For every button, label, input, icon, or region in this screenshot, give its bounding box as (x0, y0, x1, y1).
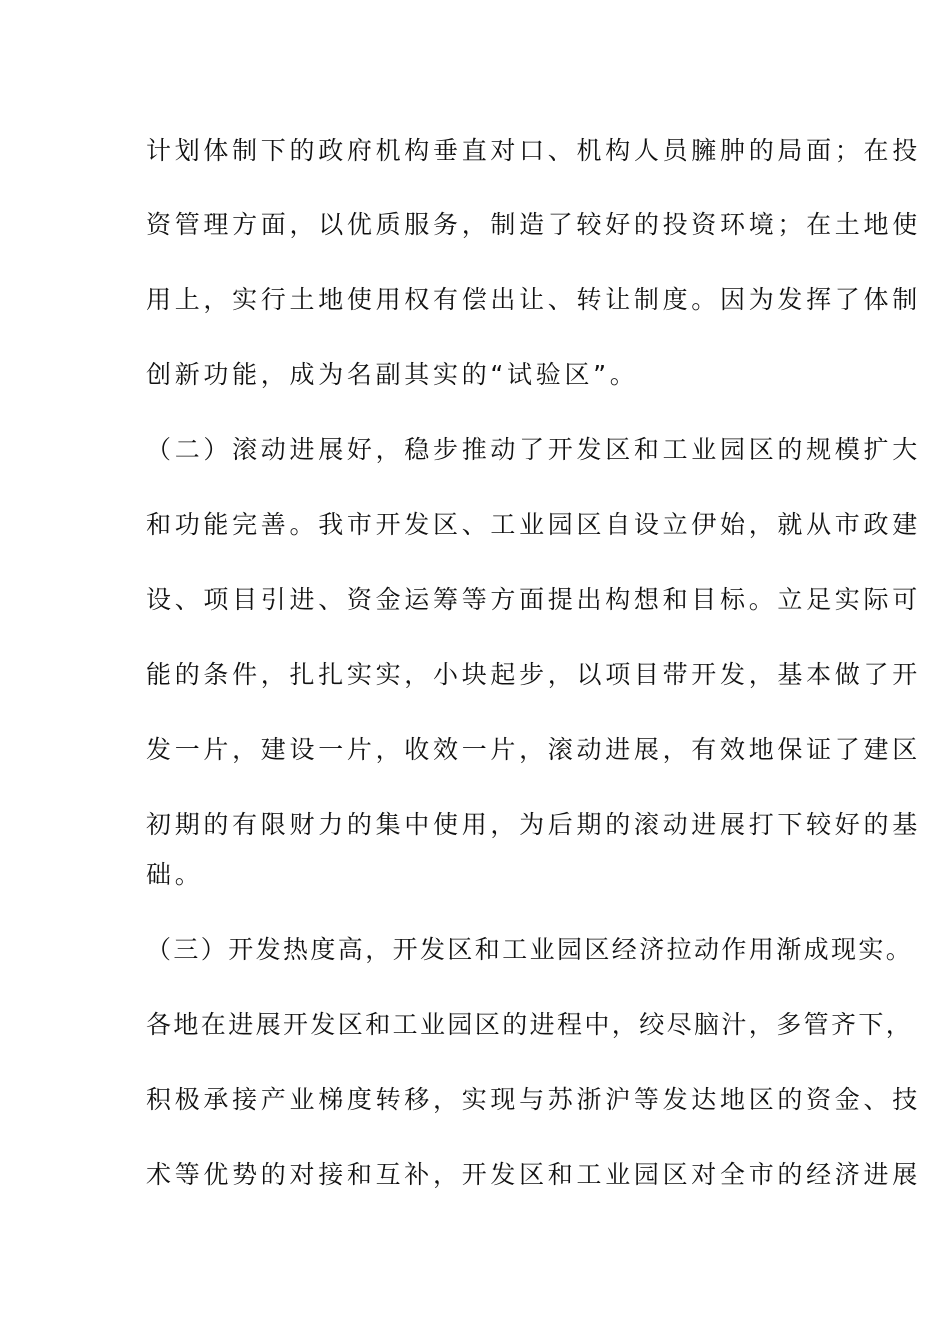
paragraph-line: 积极承接产业梯度转移，实现与苏浙沪等发达地区的资金、技 (146, 1085, 921, 1114)
section-heading-line: （三）开发热度高，开发区和工业园区经济拉动作用渐成现实。 (146, 935, 914, 964)
paragraph-line: 计划体制下的政府机构垂直对口、机构人员臃肿的局面；在投 (146, 136, 921, 165)
paragraph-line: 创新功能，成为名副其实的“试验区”。 (146, 360, 639, 389)
paragraph-line: 各地在进展开发区和工业园区的进程中，绞尽脑汁，多管齐下， (146, 1010, 914, 1039)
section-heading-line: （二）滚动进展好，稳步推动了开发区和工业园区的规模扩大 (146, 435, 921, 464)
paragraph-line: 术等优势的对接和互补，开发区和工业园区对全市的经济进展 (146, 1160, 921, 1189)
paragraph-line: 设、项目引进、资金运筹等方面提出构想和目标。立足实际可 (146, 585, 921, 614)
paragraph-line: 资管理方面，以优质服务，制造了较好的投资环境；在土地使 (146, 210, 921, 239)
paragraph-line: 发一片，建设一片，收效一片，滚动进展，有效地保证了建区 (146, 735, 921, 764)
paragraph-line: 用上，实行土地使用权有偿出让、转让制度。因为发挥了体制 (146, 285, 921, 314)
paragraph-line: 能的条件，扎扎实实，小块起步，以项目带开发，基本做了开 (146, 660, 921, 689)
paragraph-line: 初期的有限财力的集中使用，为后期的滚动进展打下较好的基 (146, 810, 921, 839)
paragraph-line: 础。 (146, 860, 204, 889)
paragraph-line: 和功能完善。我市开发区、工业园区自设立伊始，就从市政建 (146, 510, 921, 539)
